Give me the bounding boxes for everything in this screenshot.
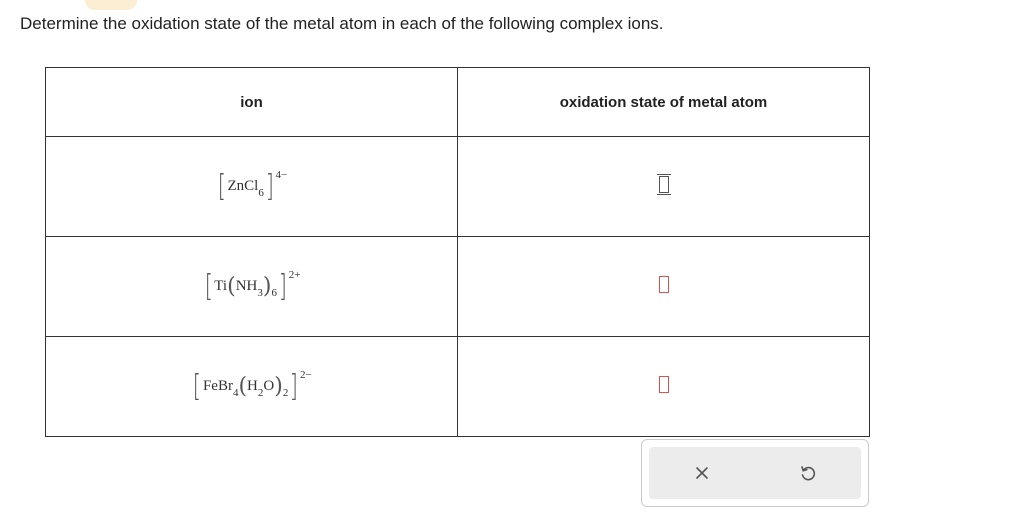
ion-formula-tinh36 bbox=[203, 268, 301, 304]
open-bracket: [ bbox=[192, 368, 202, 404]
header-ion: ion bbox=[46, 68, 458, 137]
header-oxidation-state: oxidation state of metal atom bbox=[458, 68, 870, 137]
answer-input[interactable] bbox=[659, 276, 669, 293]
action-panel bbox=[641, 439, 869, 507]
undo-icon bbox=[799, 464, 817, 482]
close-bracket: ] bbox=[278, 268, 287, 304]
ligand-symbol: NH bbox=[235, 278, 258, 294]
open-bracket: [ bbox=[217, 168, 226, 204]
ligand2-subscript: 2 bbox=[257, 386, 264, 399]
metal-symbol: Zn bbox=[227, 178, 245, 194]
ion-cell bbox=[46, 337, 458, 437]
top-tab-handle bbox=[85, 0, 137, 10]
close-bracket: ] bbox=[265, 168, 274, 204]
table-row bbox=[46, 237, 870, 337]
close-paren: ) bbox=[262, 273, 272, 299]
answer-cell bbox=[458, 237, 870, 337]
ion-formula-zncl6 bbox=[216, 168, 288, 204]
undo-button[interactable] bbox=[788, 453, 828, 493]
answer-input[interactable] bbox=[659, 376, 669, 393]
open-bracket: [ bbox=[204, 268, 213, 304]
ion-cell bbox=[46, 237, 458, 337]
table-header-row bbox=[46, 68, 870, 137]
close-paren: ) bbox=[274, 373, 283, 399]
ligand2-symbol-h: H bbox=[247, 378, 258, 394]
table-row bbox=[46, 137, 870, 237]
action-toolbar bbox=[649, 447, 861, 499]
close-bracket: ] bbox=[290, 368, 299, 404]
ion-charge: 4− bbox=[275, 168, 288, 181]
metal-symbol: Fe bbox=[202, 378, 218, 394]
metal-symbol: Ti bbox=[214, 278, 228, 294]
ligand-count: 4 bbox=[232, 386, 239, 399]
ligand2-count: 2 bbox=[282, 386, 289, 399]
answer-cell bbox=[458, 337, 870, 437]
answer-input[interactable] bbox=[659, 176, 669, 193]
ligand-symbol: Cl bbox=[244, 178, 259, 194]
table-row bbox=[46, 337, 870, 437]
ion-charge: 2+ bbox=[288, 268, 301, 281]
question-prompt: Determine the oxidation state of the metal atom in each of the following complex ions. bbox=[20, 14, 664, 33]
ion-cell bbox=[46, 137, 458, 237]
ion-charge: 2− bbox=[300, 368, 312, 381]
answer-cell bbox=[458, 137, 870, 237]
ligand2-symbol-o: O bbox=[263, 378, 275, 394]
close-icon bbox=[695, 466, 709, 480]
oxidation-table bbox=[45, 67, 870, 437]
ligand-count: 6 bbox=[271, 286, 277, 299]
open-paren: ( bbox=[227, 273, 236, 299]
ion-formula-febr4h2o2 bbox=[191, 368, 312, 404]
open-paren: ( bbox=[238, 373, 248, 399]
ligand-count: 6 bbox=[258, 186, 264, 199]
ligand-symbol: Br bbox=[217, 378, 233, 394]
clear-button[interactable] bbox=[682, 453, 722, 493]
ligand-subscript: 3 bbox=[257, 286, 263, 299]
